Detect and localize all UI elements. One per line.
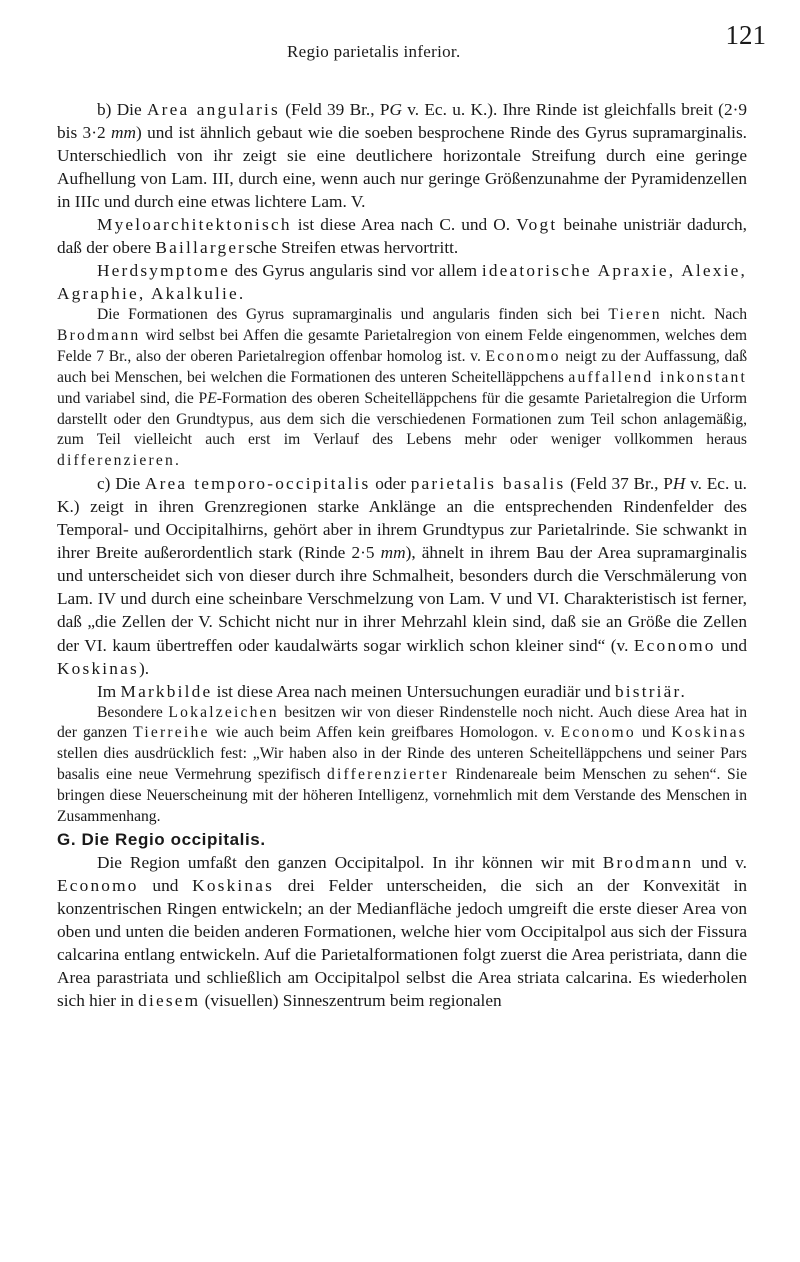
body-text (57, 98, 747, 1012)
paragraph-area-angularis: b) Die Area angularis (Feld 39 Br., PG v. Ec. u. K.). Ihre Rinde ist gleichfalls breit (2·9 bis 3·2 mm) und ist ähnlich gebaut wie die soeben besprochene Rinde des Gyrus supramarginalis. Unterschiedlich von ihr zeigt sie eine deutlichere horizontale Streifung durch eine geringe Aufhellung von Lam. III, durch eine, wenn auch nur geringe Größenzunahme der Pyramidenzellen in IIIc und durch eine etwas lichtere Lam. V. (57, 100, 748, 212)
fraktur-symbol: G (389, 100, 402, 119)
paragraph-area-temporo-occipitalis: c) Die Area temporo-occipitalis oder parietalis basalis (Feld 37 Br., PH v. Ec. u. K.) zeigt in ihren Grenzregionen starke Anklänge an die entsprechenden Rindenfelder des Temporal- und Occipitalhirns, gehört aber in ihrem Grundtypus zur Parietalrinde. Sie schwankt in ihrer Breite außerordentlich stark (Rinde 2·5 mm), ähnelt in ihrem Bau der Area supramarginalis und unterscheidet sich von dieser durch ihre Schmalheit, besonders durch die Verschmälerung von Lam. IV und durch eine scheinbare Verschmelzung von Lam. V und VI. Charakteristisch ist ferner, daß „die Zellen der V. Schicht nicht nur in ihrer Mehrzahl klein sind, daß sie an Größe die Zellen der VI. kaum übertreffen oder kaudalwärts sogar wirklich schon kleiner sind“ (v. Economo und Koskinas). (57, 474, 747, 678)
fraktur-symbol: E (207, 389, 217, 407)
section-heading: G. Die Regio occipitalis. (57, 829, 266, 849)
paragraph-markbilde: Im Markbilde ist diese Area nach meinen Untersuchungen euradiär und bistriär. (97, 681, 688, 701)
paragraph-myeloarchitektonisch: Myeloarchitektonisch ist diese Area nach C. und O. Vogt beinahe unistriär dadurch, daß der obere Baillargersche Streifen etwas hervortritt. (57, 215, 748, 258)
fraktur-symbol: H (672, 474, 686, 494)
page-header (60, 14, 766, 62)
paragraph-lokalzeichen: Besondere Lokalzeichen besitzen wir von dieser Rindenstelle noch nicht. Auch diese Area hat in der ganzen Tierreihe wie auch beim Affen kein greifbares Homologon. v. Economo und Koskinas stellen dies ausdrücklich fest: „Wir haben also in der Rinde des unteren Scheitelläppchens und seiner Pars basalis eine neue Vermehrung spezifisch differenzierter Rindenareale beim Menschen zu sehen“. Sie bringen diese Neuerscheinung mit der höheren Intelligenz, vornehmlich mit dem Verstande des Menschen in Zusammenhang. (57, 703, 747, 825)
page-number: 121 (725, 20, 766, 50)
paragraph-formationen-tieren: Die Formationen des Gyrus supramarginalis und angularis finden sich bei Tieren nicht. Nach Brodmann wird selbst bei Affen die gesamte Parietalregion von einem Felde eingenommen, welches dem Felde 7 Br., also der oberen Parietalregion offenbar homolog ist. v. Economo neigt zu der Auffassung, daß auch bei Menschen, bei welchen die Formationen des unteren Scheitelläppchens auffallend inkonstant und variabel sind, die PE-Formation des oberen Scheitelläppchens für die gesamte Parietalregion die Urform darstellt oder den Grundtypus, aus dem sich die verschiedenen Formationen zum Teil schon anlagemäßig, zum Teil vielleicht auch erst im Verlauf des Lebens mehr oder weniger vollkommen heraus differenzieren. (57, 306, 748, 470)
running-title: Regio parietalis inferior. (287, 42, 461, 61)
paragraph-regio-occipitalis: Die Region umfaßt den ganzen Occipitalpol. In ihr können wir mit Brodmann und v. Economo und Koskinas drei Felder unterscheiden, die sich an der Konvexität in konzentrischen Ringen entwickeln; an der Medianfläche jedoch umgreift die erste dieser Area von oben und unten die beiden anderen Formationen, welche hier vom Occipitalpol aus sich der Fissura calcarina entlang entwickeln. Auf die Parietalformationen folgt zuerst die Area peristriata, dann die Area parastriata und schließlich am Occipitalpol selbst die Area striata calcarina. Es wiederholen sich hier in diesem (visuellen) Sinneszentrum beim regionalen (57, 852, 748, 1011)
paragraph-herdsymptome: Herdsymptome des Gyrus angularis sind vor allem ideatorische Apraxie, Alexie, Agraphie, Akalkulie. (57, 261, 748, 304)
